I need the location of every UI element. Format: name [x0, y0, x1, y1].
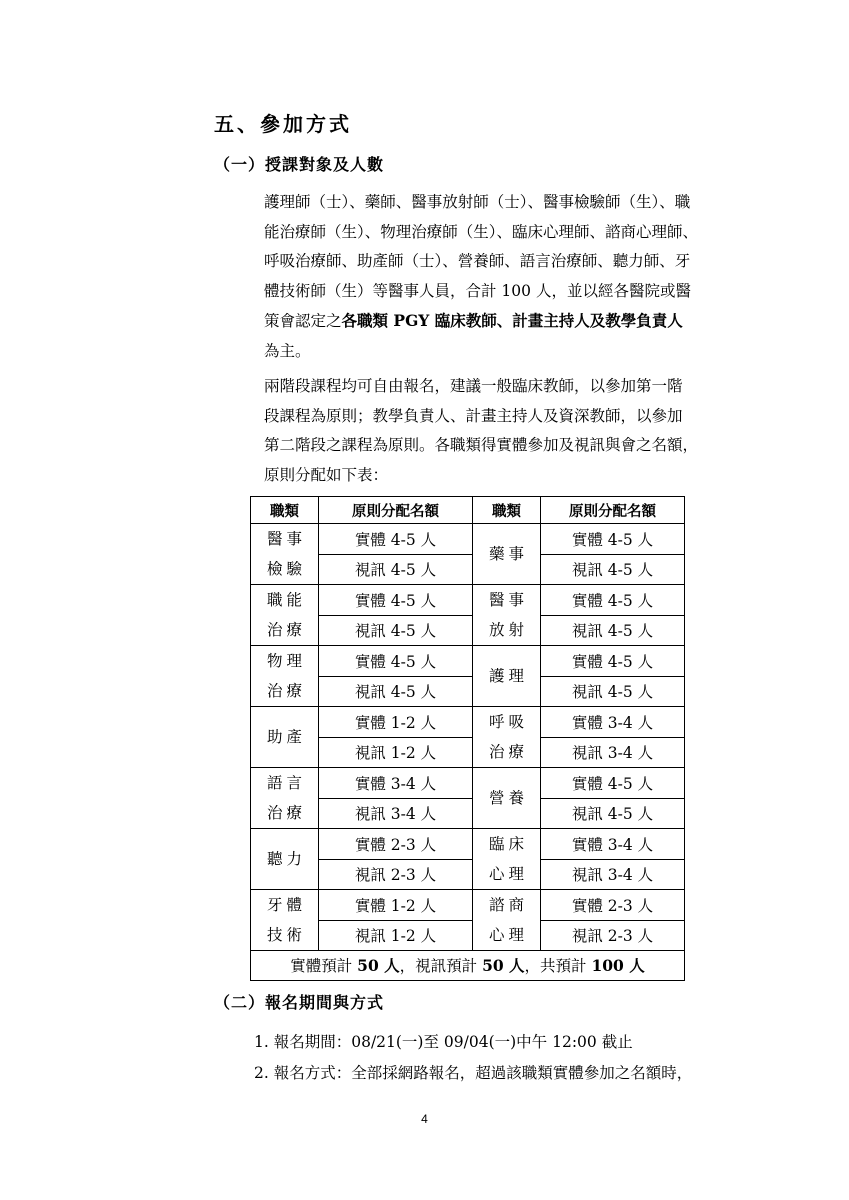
quota-video: 視訊 4-5 人 [541, 554, 685, 585]
quota-video: 視訊 2-3 人 [541, 920, 685, 951]
quota-video: 視訊 1-2 人 [319, 737, 473, 768]
table-row [251, 585, 685, 616]
text-line: 原則分配如下表： [264, 465, 389, 484]
category-cell: 藥事 [473, 524, 541, 585]
total-number: 100 人 [591, 956, 645, 976]
paragraph-allocation [264, 372, 740, 490]
quota-in-person: 實體 4-5 人 [541, 524, 685, 555]
table-total-row [251, 951, 685, 981]
quota-in-person: 實體 3-4 人 [541, 829, 685, 860]
category-cell: 助產 [251, 707, 319, 768]
total-cell [251, 951, 685, 981]
quota-video: 視訊 1-2 人 [319, 920, 473, 951]
quota-in-person: 實體 4-5 人 [319, 646, 473, 677]
allocation-table [250, 496, 685, 981]
text-line: 第二階段之課程為原則。各職類得實體參加及視訊與會之名額， [264, 436, 699, 454]
text-normal: 策會認定之 [264, 312, 342, 330]
quota-in-person: 實體 4-5 人 [541, 646, 685, 677]
category-cell: 營養 [473, 768, 541, 829]
category-cell: 職能 治療 [251, 585, 319, 646]
text-line: 能治療師（生）、物理治療師（生）、臨床心理師、諮商心理師、 [264, 222, 699, 241]
list-item: 1. 報名期間：08/21(一)至 09/04(一)中午 12:00 截止 [254, 1033, 633, 1051]
quota-video: 視訊 2-3 人 [319, 859, 473, 890]
quota-in-person: 實體 3-4 人 [541, 707, 685, 738]
category-cell: 醫事 檢驗 [251, 524, 319, 585]
quota-video: 視訊 4-5 人 [319, 676, 473, 707]
header-cell: 原則分配名額 [319, 497, 473, 524]
quota-video: 視訊 3-4 人 [319, 798, 473, 829]
total-number: 50 人 [357, 956, 400, 976]
category-cell: 語言 治療 [251, 768, 319, 829]
text-line: 呼吸治療師、助產師（士）、營養師、語言治療師、聽力師、牙 [264, 252, 691, 270]
quota-video: 視訊 3-4 人 [541, 859, 685, 890]
category-cell: 聽力 [251, 829, 319, 890]
text-line: 護理師（士）、藥師、醫事放射師（士）、醫事檢驗師（生）、職 [264, 193, 691, 211]
total-text: ，共預計 [524, 957, 592, 976]
table-row [251, 768, 685, 799]
category-cell: 護理 [473, 646, 541, 707]
table-row [251, 890, 685, 921]
table-row [251, 829, 685, 860]
text-line: 段課程為原則；教學負責人、計畫主持人及資深教師，以參加 [264, 406, 683, 425]
quota-video: 視訊 4-5 人 [319, 615, 473, 646]
paragraph-participants [264, 188, 740, 366]
quota-in-person: 實體 1-2 人 [319, 707, 473, 738]
category-cell: 呼吸 治療 [473, 707, 541, 768]
table-row [251, 524, 685, 555]
category-cell: 諮商 心理 [473, 890, 541, 951]
quota-in-person: 實體 4-5 人 [319, 524, 473, 555]
text-line: 兩階段課程均可自由報名，建議一般臨床教師，以參加第一階 [264, 377, 683, 395]
section-heading: 五、參加方式 [214, 112, 352, 136]
text-line: 體技術師（生）等醫事人員，合計 100 人，並以經各醫院或醫 [264, 281, 691, 300]
total-number: 50 人 [482, 956, 525, 976]
list-item: 2. 報名方式：全部採網路報名，超過該職類實體參加之名額時， [254, 1064, 693, 1082]
header-cell: 職類 [251, 497, 319, 524]
quota-video: 視訊 4-5 人 [541, 615, 685, 646]
text-line [264, 306, 740, 337]
quota-in-person: 實體 2-3 人 [541, 890, 685, 921]
quota-in-person: 實體 4-5 人 [319, 585, 473, 616]
quota-in-person: 實體 1-2 人 [319, 890, 473, 921]
subsection-title-1: （一）授課對象及人數 [214, 155, 385, 174]
category-cell: 醫事 放射 [473, 585, 541, 646]
text-emphasis: 各職類 PGY 臨床教師、計畫主持人及教學負責人 [341, 311, 683, 330]
subsection-title-2: （二）報名期間與方式 [214, 993, 385, 1012]
quota-in-person: 實體 2-3 人 [319, 829, 473, 860]
quota-in-person: 實體 4-5 人 [541, 585, 685, 616]
quota-video: 視訊 4-5 人 [541, 676, 685, 707]
quota-video: 視訊 4-5 人 [319, 554, 473, 585]
header-cell: 職類 [473, 497, 541, 524]
text-line: 為主。 [264, 341, 311, 360]
total-text: 實體預計 [290, 957, 358, 976]
total-text: ，視訊預計 [399, 957, 483, 976]
category-cell: 臨床 心理 [473, 829, 541, 890]
table-row [251, 646, 685, 677]
page-number: 4 [421, 1112, 428, 1126]
category-cell: 牙體 技術 [251, 890, 319, 951]
table-body [251, 524, 685, 951]
header-cell: 原則分配名額 [541, 497, 685, 524]
table-row [251, 707, 685, 738]
quota-video: 視訊 4-5 人 [541, 798, 685, 829]
quota-in-person: 實體 3-4 人 [319, 768, 473, 799]
category-cell: 物理 治療 [251, 646, 319, 707]
quota-in-person: 實體 4-5 人 [541, 768, 685, 799]
table-header-row [251, 497, 685, 524]
quota-video: 視訊 3-4 人 [541, 737, 685, 768]
